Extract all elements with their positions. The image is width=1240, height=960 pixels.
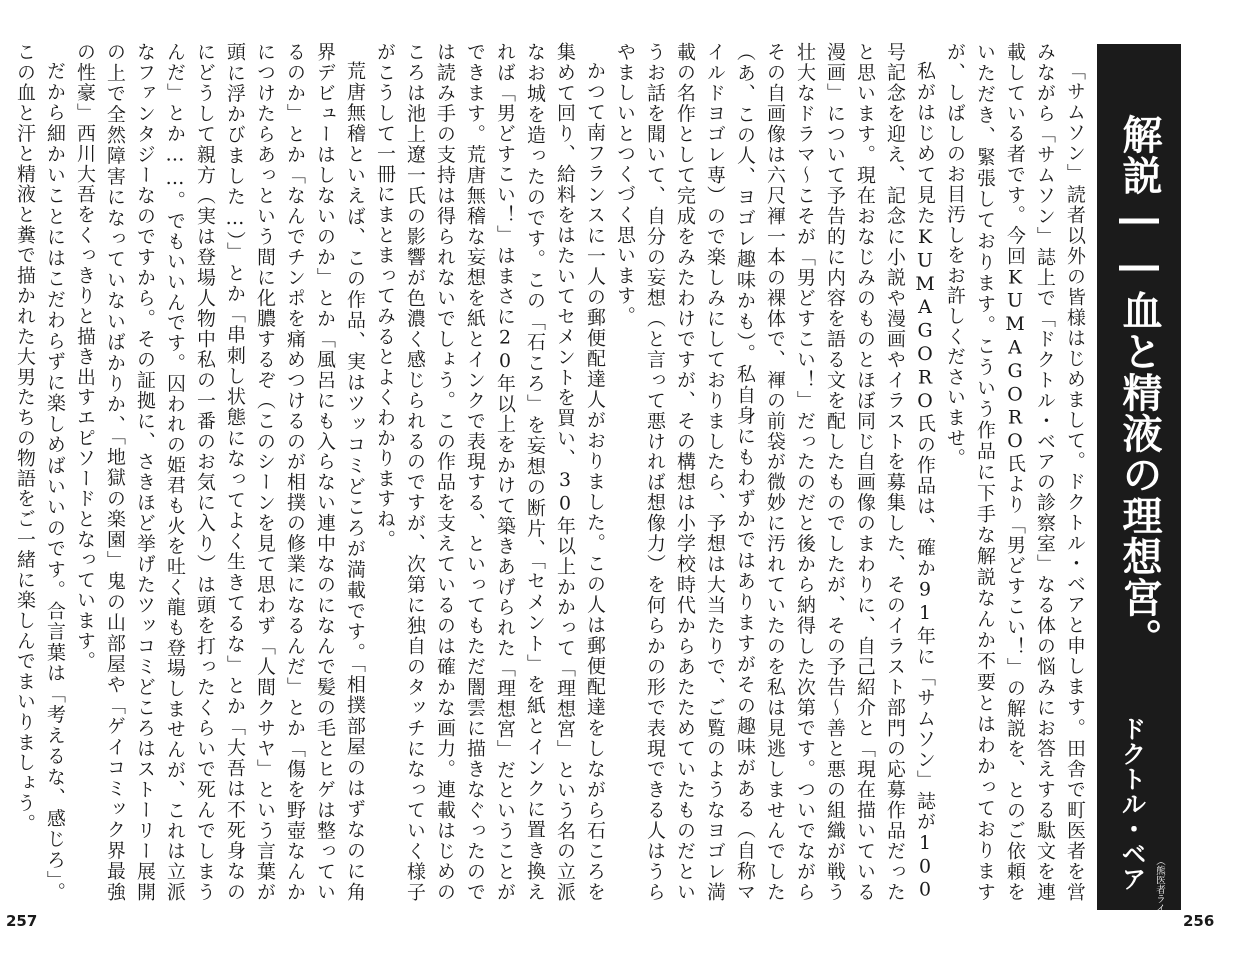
author-name: ドクトル・ベア [1118,716,1147,891]
page-number-right: 256 [1183,912,1215,930]
title-banner [1097,44,1181,942]
article-body [14,42,1090,902]
article-title: 解説――血と精液の理想宮。 [1116,114,1162,659]
paragraph-5: だから細かいことにはこだわらずに楽しめばいいのです。合言葉は「考えるな、感じろ」。この血と汗と精液と糞で描かれた大男たちの物語をご一緒に楽しんでまいりましょう。 [14,42,66,902]
paragraph-2: 私がはじめて見たKUMAGORO氏の作品は、確か91年に「サムソン」誌が100号記念を迎え、記念に小説や漫画やイラストを募集した、そのイラスト部門の応募作品だったと思います。現在おなじみのものとほぼ同じ自画像のまわりに、自己紹介と「現在描いている漫画」について予告的に内容を語る文を配したものでしたが、その予告～善と悪の組織が戦う壮大なドラマ～こそが「男どすこい！」だったのだと後から納得した次第です。ついでながらその自画像は六尺褌一本の裸体で、褌の前袋が微妙に汚れていたのを私は見逃しませんでした（あ、この人、ヨゴレ趣味かも）。私自身にもわずかではありますがその趣味がある（自称マイルドヨゴレ専）ので楽しみにしておりましたら、予想は大当たりで、ご覧のようなヨゴレ満載の名作として完成をみたわけですが、その構想は小学校時代からあたためていたものだというお話を聞いて、自分の妄想（と言って悪ければ想像力）を何らかの形で表現できる人はうらやましいとつくづく思います。 [614,42,936,902]
page-number-left: 257 [6,912,38,930]
paragraph-4: 荒唐無稽といえば、この作品、実はツッコミどころが満載です。「相撲部屋のはずなのに角界デビューはしないのか」とか「風呂にも入らない連中なのになんで髪の毛とヒゲは整っているのか」とか「なんでチンポを痛めつけるのが相撲の修業になるんだ」とか「傷を野壺なんかにつけたらあっという間に化膿するぞ（このシーンを見て思わず「人間クサヤ」という言葉が頭に浮かびました…）」とか「串刺し状態になってよく生きてるな」とか「大吾は不死身なのにどうして親方（実は登場人物中私の一番のお気に入り）は頭を打ったくらいで死んでしまうんだ」とか……。でもいいんです。囚われの姫君も火を吐く龍も登場しませんが、これは立派なファンタジーなのですから。その証拠に、さきほど挙げたツッコミどころはストーリー展開の上で全然障害になっていないばかりか、「地獄の楽園」鬼の山部屋や「ゲイコミック界最強の性豪」西川大吾をくっきりと描き出すエピソードとなっています。 [74,42,366,902]
paragraph-3: かつて南フランスに一人の郵便配達人がおりました。この人は郵便配達をしながら石ころを集めて回り、給料をはたいてセメントを買い、30年以上かかって「理想宮」という名の立派なお城を造ったのです。この「石ころ」を妄想の断片、「セメント」を紙とインクに置き換えれば「男どすこい！」はまさに20年以上をかけて築きあげられた「理想宮」だということができます。荒唐無稽な妄想を紙とインクで表現する、といってもただ闇雲に描きなぐったのでは読み手の支持は得られないでしょう。この作品を支えているのは確かな画力。連載はじめのころは池上遼一氏の影響が色濃く感じられるのですが、次第に独自のタッチになっていく様子がこうして一冊にまとまってみるとよくわかりますね。 [374,42,606,902]
paragraph-1: 「サムソン」読者以外の皆様はじめまして。ドクトル・ベアと申します。田舎で町医者を営みながら「サムソン」誌上で「ドクトル・ベアの診察室」なる体の悩みにお答えする駄文を連載している者です。今回KUMAGORO氏より「男どすこい！」の解説を、とのご依頼をいただき、緊張しております。こういう作品に下手な解説なんか不要とはわかっておりますが、しばしのお目汚しをお許しくださいませ。 [944,42,1086,902]
author-role: （熊医者ライター） [1154,856,1165,942]
